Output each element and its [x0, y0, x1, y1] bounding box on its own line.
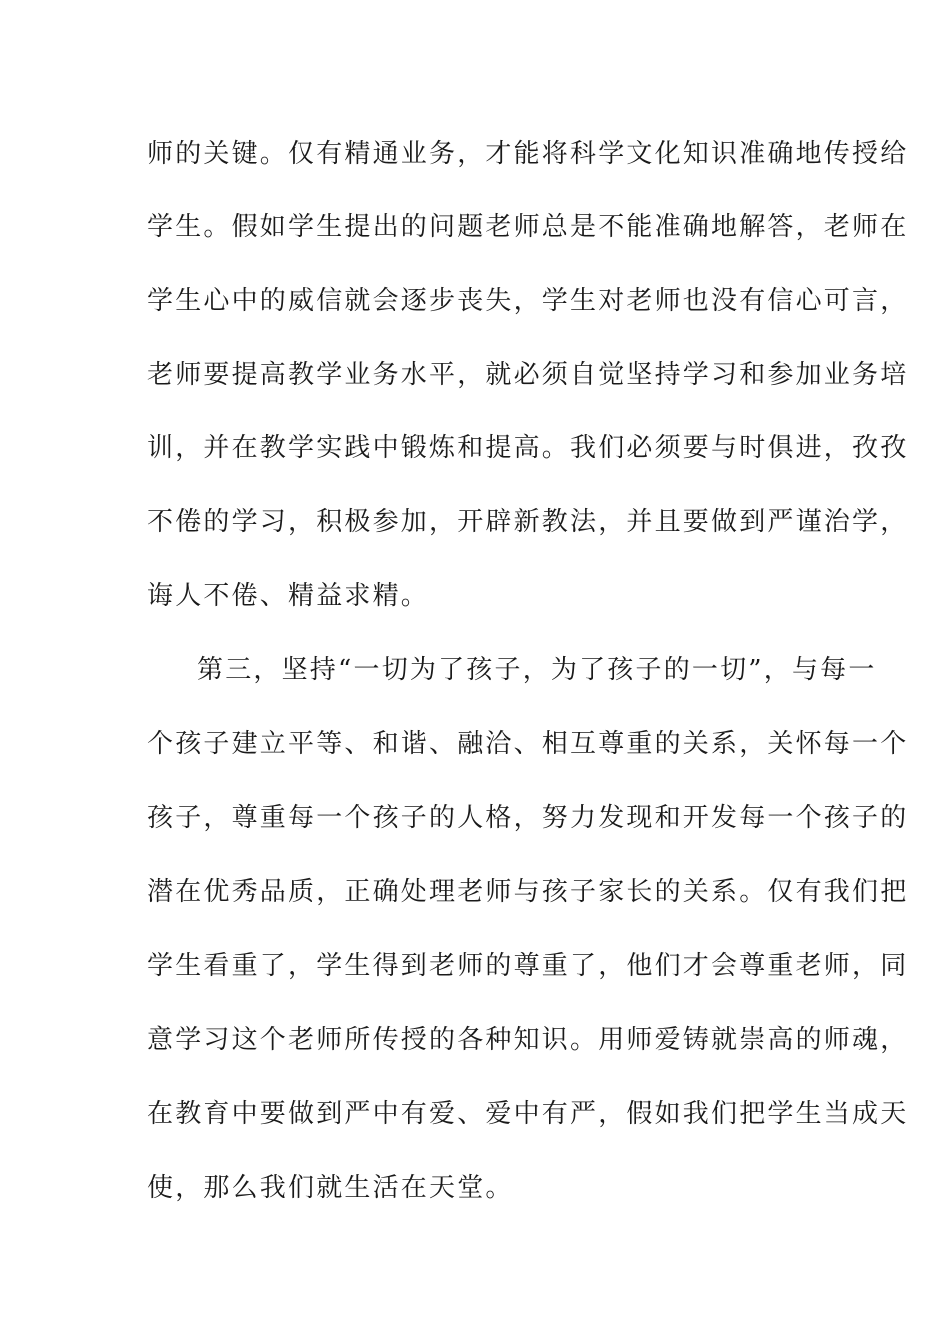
- paragraph-line: 在教育中要做到严中有爱、爱中有严，假如我们把学生当成天: [147, 1099, 909, 1129]
- paragraph-line: 使，那么我们就生活在天堂。: [147, 1173, 514, 1203]
- paragraph-line: 学生看重了，学生得到老师的尊重了，他们才会尊重老师，同: [147, 951, 909, 981]
- paragraph-line: 不倦的学习，积极参加，开辟新教法，并且要做到严谨治学，: [147, 507, 909, 537]
- paragraph-line: 老师要提高教学业务水平，就必须自觉坚持学习和参加业务培: [147, 360, 909, 390]
- paragraph-line: 个孩子建立平等、和谐、融洽、相互尊重的关系，关怀每一个: [147, 729, 909, 759]
- paragraph-line: 孩子，尊重每一个孩子的人格，努力发现和开发每一个孩子的: [147, 803, 909, 833]
- paragraph-line: 训，并在教学实践中锻炼和提高。我们必须要与时俱进，孜孜: [147, 433, 909, 463]
- paragraph-line: 诲人不倦、精益求精。: [147, 581, 430, 611]
- paragraph-line: 潜在优秀品质，正确处理老师与孩子家长的关系。仅有我们把: [147, 877, 909, 907]
- paragraph-first-line: 第三，坚持“一切为了孩子，为了孩子的一切”，与每一: [197, 655, 877, 685]
- paragraph-line: 师的关键。仅有精通业务，才能将科学文化知识准确地传授给: [147, 139, 909, 169]
- paragraph-line: 学生。假如学生提出的问题老师总是不能准确地解答，老师在: [147, 212, 909, 242]
- paragraph-line: 学生心中的威信就会逐步丧失，学生对老师也没有信心可言，: [147, 286, 909, 316]
- paragraph-line: 意学习这个老师所传授的各种知识。用师爱铸就崇高的师魂，: [147, 1025, 909, 1055]
